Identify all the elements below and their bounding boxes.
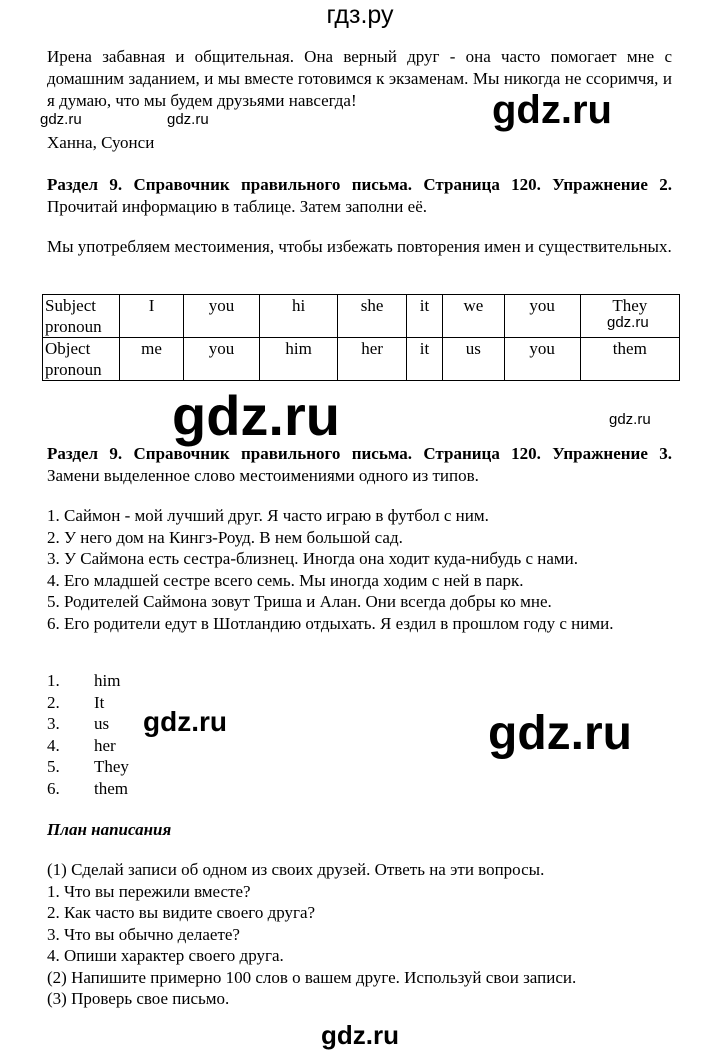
table-cell: it: [407, 295, 443, 338]
sentence-list: [47, 505, 672, 634]
exercise-3-instruction: Замени выделенное слово местоимениями одного из типов.: [47, 466, 479, 485]
exercise-3-block: [47, 443, 672, 487]
answer-item: [47, 670, 247, 692]
exercise-2-block: [47, 174, 672, 218]
plan-item: 1. Что вы пережили вместе?: [47, 881, 251, 901]
watermark-large: gdz.ru: [143, 706, 227, 737]
row-label: Subject pronoun: [43, 295, 120, 338]
table-cell: I: [120, 295, 184, 338]
table-cell: hi: [259, 295, 337, 338]
table-cell: we: [442, 295, 504, 338]
row-label: Object pronoun: [43, 338, 120, 381]
answer-item: [47, 778, 247, 800]
exercise-2-instruction: Прочитай информацию в таблице. Затем заполни её.: [47, 197, 427, 216]
sentence-item: 3. У Саймона есть сестра-близнец. Иногда она ходит куда-нибудь с нами.: [47, 549, 578, 568]
watermark-small: gdz.ru: [40, 111, 82, 128]
table-cell: you: [504, 338, 580, 381]
table-cell: you: [184, 338, 260, 381]
answer-number: 2.: [47, 692, 60, 712]
table-cell: you: [504, 295, 580, 338]
exercise-2-note: Мы употребляем местоимения, чтобы избежать повторения имен и существительных.: [47, 237, 672, 256]
watermark-small: gdz.ru: [609, 411, 651, 428]
answer-word: It: [94, 692, 105, 712]
answer-number: 3.: [47, 714, 60, 733]
answer-number: 4.: [47, 735, 60, 755]
answer-word: They: [94, 757, 129, 776]
plan-item: 4. Опиши характер своего друга.: [47, 946, 284, 965]
answer-word: us: [94, 714, 110, 733]
sentence-item: 6. Его родители едут в Шотландию отдыхать. Я ездил в прошлом году с ними.: [47, 613, 614, 633]
plan-item: (2) Напишите примерно 100 слов о вашем друге. Используй свои записи.: [47, 967, 577, 987]
answer-word: them: [94, 778, 128, 798]
answer-item: [47, 756, 247, 778]
table-cell: it: [407, 338, 443, 381]
writing-plan-list: [47, 859, 687, 1010]
table-cell: him: [259, 338, 337, 381]
table-row: [43, 295, 680, 338]
table-cell: them: [580, 338, 679, 381]
table-cell: us: [442, 338, 504, 381]
pronoun-table: [42, 294, 680, 381]
plan-item: 3. Что вы обычно делаете?: [47, 924, 240, 944]
exercise-2-heading: Раздел 9. Справочник правильного письма. Страница 120. Упражнение 2.: [47, 175, 672, 194]
writing-plan-title: План написания: [47, 820, 172, 839]
table-cell: her: [338, 338, 407, 381]
plan-item: (3) Проверь свое письмо.: [47, 989, 230, 1008]
intro-signature: Ханна, Суонси: [47, 133, 155, 152]
intro-paragraph: Ирена забавная и общительная. Она верный друг - она часто помогает мне с домашним заданием, и мы вместе готовимся к экзаменам. Мы никогда не ссоримчя, и я думаю, что мы будем друзьями навсегда!: [47, 47, 672, 110]
table-row: [43, 338, 680, 381]
answer-number: 1.: [47, 671, 60, 690]
table-cell: she: [338, 295, 407, 338]
watermark-large: gdz.ru: [492, 88, 612, 132]
watermark-large: gdz.ru: [172, 384, 340, 447]
answer-number: 6.: [47, 778, 60, 798]
table-cell: me: [120, 338, 184, 381]
sentence-item: 2. У него дом на Кингз-Роуд. В нем большой сад.: [47, 527, 403, 547]
answer-number: 5.: [47, 757, 60, 776]
site-title[interactable]: гдз.ру: [326, 1, 394, 29]
exercise-3-heading: Раздел 9. Справочник правильного письма. Страница 120. Упражнение 3.: [47, 444, 672, 463]
plan-item: 2. Как часто вы видите своего друга?: [47, 903, 316, 922]
sentence-item: 1. Саймон - мой лучший друг. Я часто играю в футбол с ним.: [47, 506, 489, 525]
answer-word: him: [94, 671, 121, 690]
watermark-large: gdz.ru: [321, 1020, 399, 1050]
watermark-small: gdz.ru: [607, 314, 649, 331]
watermark-small: gdz.ru: [167, 111, 209, 128]
plan-item: (1) Сделай записи об одном из своих друзей. Ответь на эти вопросы.: [47, 860, 545, 879]
table-cell: They: [580, 295, 679, 338]
answer-word: her: [94, 735, 116, 755]
table-cell: you: [184, 295, 260, 338]
watermark-large: gdz.ru: [488, 707, 632, 760]
sentence-item: 5. Родителей Саймона зовут Триша и Алан. Они всегда добры ко мне.: [47, 592, 552, 611]
sentence-item: 4. Его младшей сестре всего семь. Мы иногда ходим с ней в парк.: [47, 570, 524, 590]
